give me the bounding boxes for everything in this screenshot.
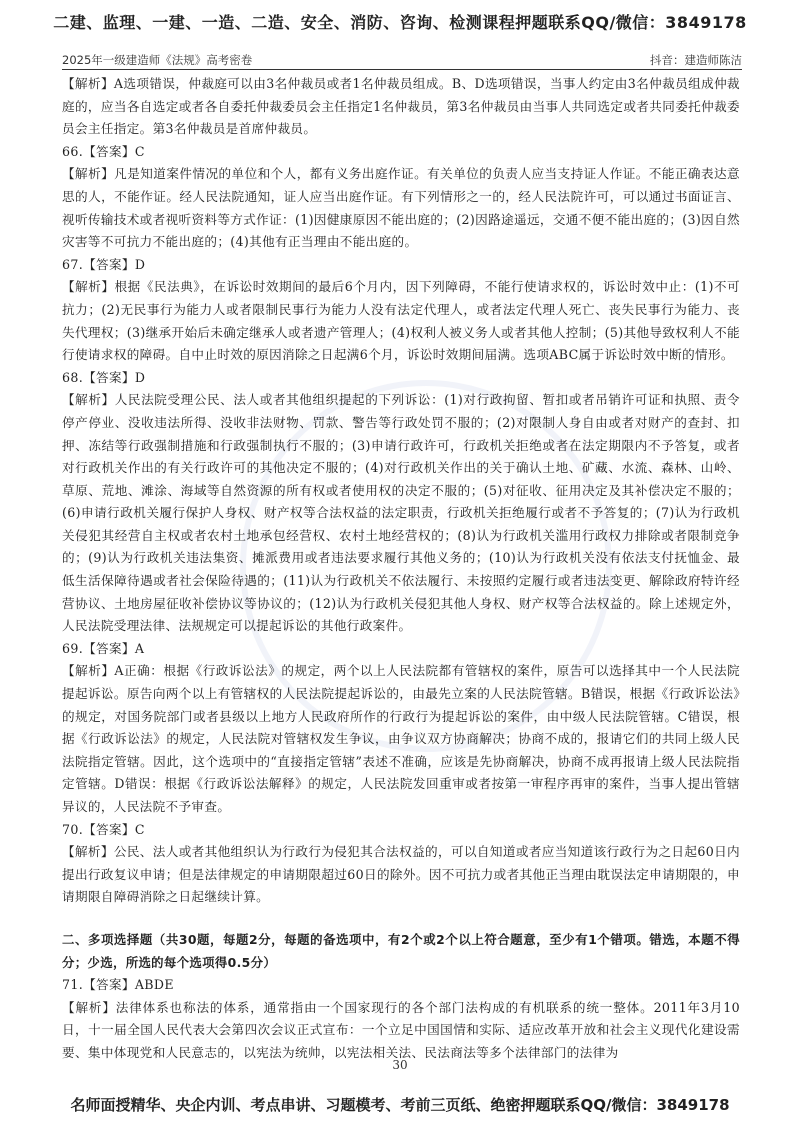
answer-66: 66.【答案】C <box>62 143 145 159</box>
explanation-71: 【解析】法律体系也称法的体系，通常指由一个国家现行的各个部门法构成的有机联系的统一整体。2011年3月10日，十一届全国人民代表大会第四次会议正式宣布：一个立足中国国情和实际、适应改革开放和社会主义现代化建设需要、集中体现党和人民意志的，以宪法为统帅，以宪法相关法、民法商法等多个法律部门的法律为 <box>62 999 740 1060</box>
explanation-68: 【解析】人民法院受理公民、法人或者其他组织提起的下列诉讼：(1)对行政拘留、暂扣或者吊销许可证和执照、责令停产停业、没收违法所得、没收非法财物、罚款、警告等行政处罚不服的；(2)对限制人身自由或者对财产的查封、扣押、冻结等行政强制措施和行政强制执行不服的；(3)申请行政许可，行政机关拒绝或者在法定期限内不予答复，或者对行政机关作出的有关行政许可的其他决定不服的；(4)对行政机关作出的关于确认土地、矿藏、水流、森林、山岭、草原、荒地、滩涂、海域等自然资源的所有权或者使用权的决定不服的；(5)对征收、征用决定及其补偿决定不服的；(6)申请行政机关履行保护人身权、财产权等合法权益的法定职责，行政机关拒绝履行或者不予答复的；(7)认为行政机关侵犯其经营自主权或者农村土地承包经营权、农村土地经营权的；(8)认为行政机关滥用行政权力排除或者限制竞争的；(9)认为行政机关违法集资、摊派费用或者违法要求履行其他义务的；(10)认为行政机关没有依法支付抚恤金、最低生活保障待遇或者社会保险待遇的；(11)认为行政机关不依法履行、未按照约定履行或者违法变更、解除政府特许经营协议、土地房屋征收补偿协议等协议的；(12)认为行政机关侵犯其他人身权、财产权等合法权益的。除上述规定外，人民法院受理法律、法规规定可以提起诉讼的其他行政案件。 <box>62 392 740 634</box>
section-heading: 二、多项选择题（共30题，每题2分，每题的备选项中，有2个或2个以上符合题意，至少有1个错项。错选，本题不得分；少选，所选的每个选项得0.5分） <box>62 931 740 970</box>
explanation-67: 【解析】根据《民法典》，在诉讼时效期间的最后6个月内，因下列障碍，不能行使请求权的，诉讼时效中止：(1)不可抗力；(2)无民事行为能力人或者限制民事行为能力人没有法定代理人，或者法定代理人死亡、丧失民事行为能力、丧失代理权；(3)继承开始后未确定继承人或者遗产管理人；(4)权利人被义务人或者其他人控制；(5)其他导致权利人不能行使请求权的障碍。自中止时效的原因消除之日起满6个月，诉讼时效期间届满。选项ABC属于诉讼时效中断的情形。 <box>62 279 740 363</box>
page-body <box>62 73 740 1065</box>
explanation-69: 【解析】A正确：根据《行政诉讼法》的规定，两个以上人民法院都有管辖权的案件，原告可以选择其中一个人民法院提起诉讼。原告向两个以上有管辖权的人民法院提起诉讼的，由最先立案的人民法院管辖。B错误，根据《行政诉讼法》的规定，对国务院部门或者县级以上地方人民政府所作的行政行为提起诉讼的案件，由中级人民法院管辖。C错误，根据《行政诉讼法》的规定，人民法院对管辖权发生争议，由争议双方协商解决；协商不成的，报请它们的共同上级人民法院指定管辖。因此，这个选项中的“直接指定管辖”表述不准确，应该是先协商解决，协商不成再报请上级人民法院指定管辖。D错误：根据《行政诉讼法解释》的规定，人民法院发回重审或者按第一审程序再审的案件，当事人提出管辖异议的，人民法院不予审查。 <box>62 663 740 814</box>
top-banner: 二建、监理、一建、一造、二造、安全、消防、咨询、检测课程押题联系QQ/微信：3849178 <box>53 13 747 32</box>
bottom-banner: 名师面授精华、央企内训、考点串讲、习题模考、考前三页纸、绝密押题联系QQ/微信：3849178 <box>70 1096 730 1114</box>
answer-71: 71.【答案】ABDE <box>62 977 174 993</box>
explanation-65: 【解析】A选项错误，仲裁庭可以由3名仲裁员或者1名仲裁员组成。B、D选项错误，当事人约定由3名仲裁员组成仲裁庭的，应当各自选定或者各自委托仲裁委员会主任指定1名仲裁员，第3名仲裁员由当事人共同选定或者共同委托仲裁委员会主任指定。第3名仲裁员是首席仲裁员。 <box>62 76 740 137</box>
explanation-66: 【解析】凡是知道案件情况的单位和个人，都有义务出庭作证。有关单位的负责人应当支持证人作证。不能正确表达意思的人，不能作证。经人民法院通知，证人应当出庭作证。有下列情形之一的，经人民法院许可，可以通过书面证言、视听传输技术或者视听资料等方式作证：(1)因健康原因不能出庭的；(2)因路途遥远，交通不便不能出庭的；(3)因自然灾害等不可抗力不能出庭的；(4)其他有正当理由不能出庭的。 <box>62 166 740 250</box>
answer-69: 69.【答案】A <box>62 640 145 656</box>
answer-68: 68.【答案】D <box>62 369 146 385</box>
answer-70: 70.【答案】C <box>62 821 145 837</box>
document-title: 2025年一级建造师《法规》高考密卷 <box>62 53 253 67</box>
page-number: 30 <box>392 1058 408 1072</box>
header-source: 抖音：建造师陈洁 <box>650 53 742 67</box>
page-header <box>62 51 742 70</box>
answer-67: 67.【答案】D <box>62 256 146 272</box>
explanation-70: 【解析】公民、法人或者其他组织认为行政行为侵犯其合法权益的，可以自知道或者应当知道该行政行为之日起60日内提出行政复议申请；但是法律规定的申请期限超过60日的除外。因不可抗力或者其他正当理由耽误法定申请期限的，申请期限自障碍消除之日起继续计算。 <box>62 844 740 905</box>
